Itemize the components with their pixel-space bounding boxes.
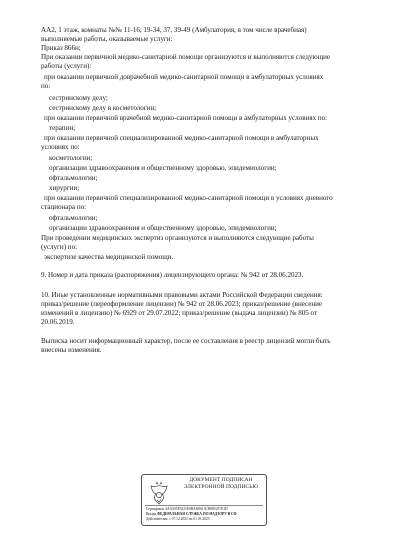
text-line: условиях по: (41, 143, 80, 151)
text-line: При оказании первичной медико-санитарной помощи организуются и выполняются следующие (41, 53, 331, 61)
disclaimer-line: внесены изменения. (41, 346, 102, 354)
text-line: приказ/решение (переоформление лицензии) № 942 от 28.06.2023; приказ/решение (внесение (41, 300, 323, 308)
stamp-header-line2: ЭЛЕКТРОННОЙ ПОДПИСЬЮ (183, 484, 259, 490)
text-line: при оказании первичной врачебной медико-санитарной помощи в амбулаторных условиях по: (44, 114, 328, 122)
text-line: При проведении медицинских экспертиз организуются и выполняются следующие работы (41, 234, 314, 242)
text-line: при оказании первичной специализированной медико-санитарной помощи в амбулаторных (44, 134, 319, 142)
coat-of-arms-emblem-icon (146, 481, 172, 507)
text-line: 20.06.2019. (41, 318, 75, 326)
text-line: стационара по: (41, 203, 87, 211)
text-line: офтальмологии; (49, 214, 98, 222)
stamp-header (178, 477, 264, 491)
text-line: АА2, 1 этаж, комнаты №№ 11-16, 19-34, 37, 39-49 (Амбулатория, в том числе врачебная) (41, 26, 307, 34)
text-line: хирургии; (49, 184, 80, 192)
stamp-issued (146, 512, 237, 517)
text-line: экспертизе качества медицинской помощи. (44, 253, 174, 261)
text-line: Приказ 866н; (41, 44, 81, 52)
text-line: сестринскому делу; (49, 94, 108, 102)
text-line: по: (41, 82, 51, 90)
item-9-line: 9. Номер и дата приказа (распоряжения) лицензирующего органа: № 942 от 28.06.2023. (41, 271, 304, 279)
text-line: косметологии; (49, 154, 93, 162)
text-line: офтальмологии; (49, 174, 98, 182)
text-line: выполняемые работы, оказываемые услуги: (41, 35, 173, 43)
text-line: организации здравоохранения и общественному здоровью, эпидемиологии; (49, 224, 277, 232)
text-line: при оказании первичной специализированной медико-санитарной помощи в условиях дневного (44, 194, 333, 202)
stamp-certificate: Сертификат 4AA305F3521E0BAD0613CB885257E1D (146, 507, 228, 511)
text-line: (услуги) по: (41, 243, 78, 251)
disclaimer-line: Выписка носит информационный характер, после ее составления в реестр лицензий могли быть (41, 337, 331, 345)
stamp-header-line1: ДОКУМЕНТ ПОДПИСАН (189, 477, 253, 483)
stamp-issued-prefix: Выдан (146, 512, 157, 516)
text-line: организации здравоохранения и общественному здоровью, эпидемиологии; (49, 164, 277, 172)
stamp-divider (145, 505, 263, 506)
item-10-line: 10. Иные установленные нормативными правовыми актами Российской Федерации сведения: (41, 291, 323, 299)
text-line: терапии; (49, 124, 76, 132)
text-line: при оказании первичной доврачебной медико-санитарной помощи в амбулаторных условиях (44, 73, 324, 81)
text-line: изменений в лицензию) № 6929 от 29.07.2022; приказ/решение (выдача лицензии) № 805 от (41, 309, 318, 317)
stamp-validity: Действителен: с 07.12.2023 по 01.03.2025 (146, 517, 210, 521)
text-line: сестринскому делу в косметологии; (49, 104, 157, 112)
stamp-issued-to: ФЕДЕРАЛЬНАЯ СЛУЖБА ПО НАДЗОРУ В СФ (157, 512, 237, 516)
text-line: работы (услуги): (41, 62, 92, 70)
electronic-signature-stamp (141, 474, 267, 526)
